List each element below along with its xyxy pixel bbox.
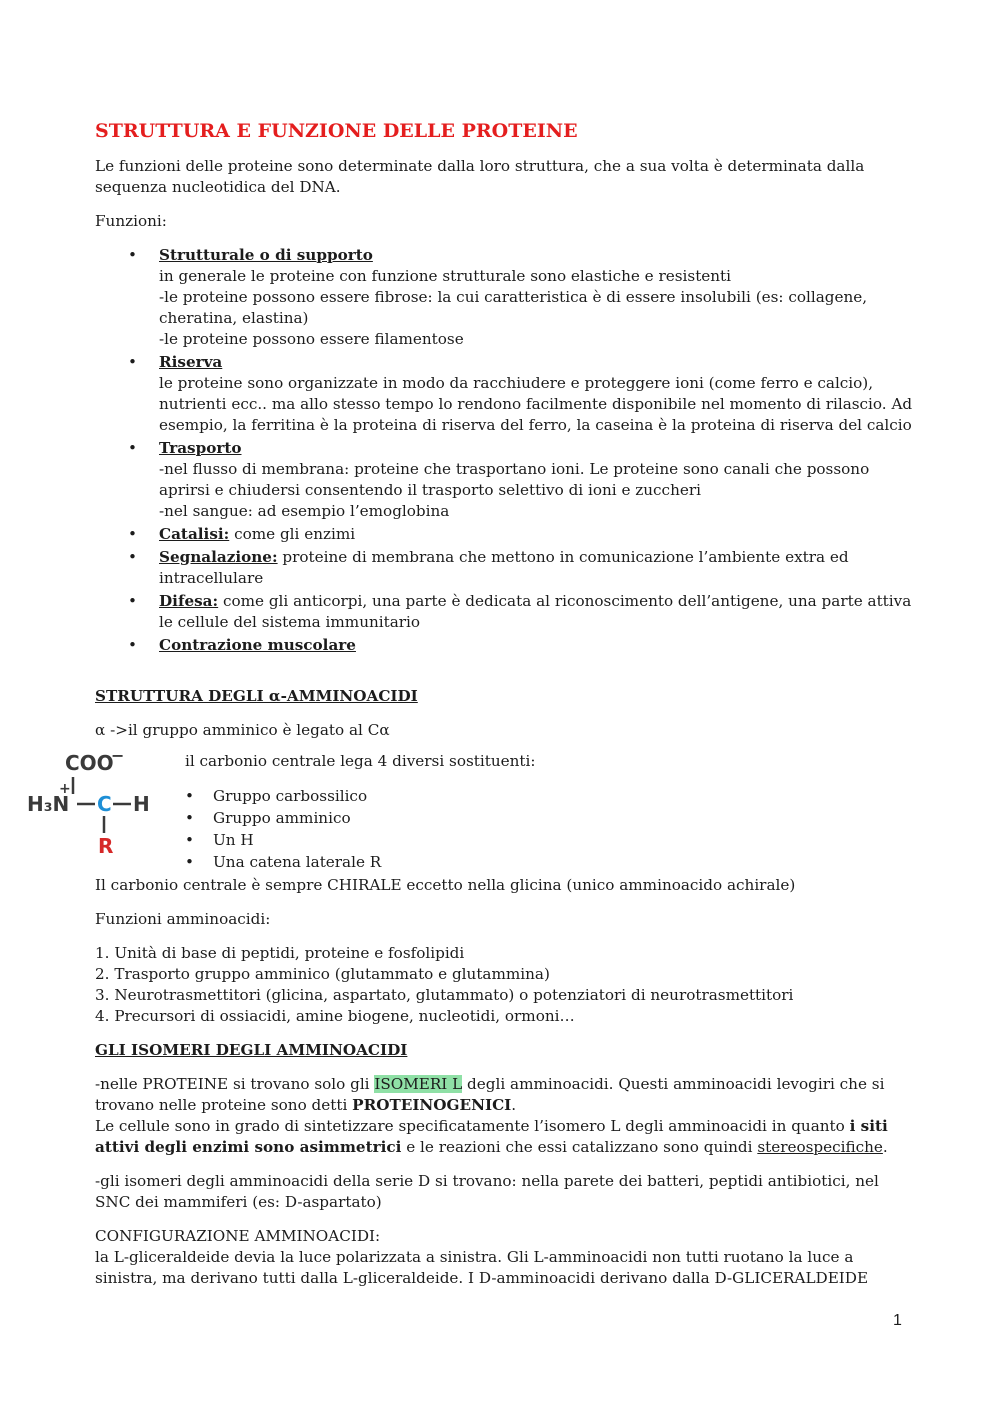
substituents-list <box>185 785 535 873</box>
carbon-intro: il carbonio centrale lega 4 diversi sostituenti: <box>185 752 536 770</box>
function-term: Contrazione muscolare <box>159 636 356 654</box>
function-desc: -nel sangue: ad esempio l’emoglobina <box>159 502 450 520</box>
function-desc: -le proteine possono essere filamentose <box>159 330 464 348</box>
funzioni-list <box>95 245 915 656</box>
section-heading-isomers: GLI ISOMERI DEGLI AMMINOACIDI <box>95 1041 408 1059</box>
text-span: . <box>511 1096 517 1114</box>
aa-functions-list <box>95 943 915 1027</box>
list-item <box>95 591 915 633</box>
bold-text: PROTEINOGENICI <box>352 1096 512 1114</box>
funzioni-label: Funzioni: <box>95 212 167 230</box>
aminoacid-structure-block <box>27 749 915 871</box>
function-term: Segnalazione: <box>159 548 278 566</box>
list-item <box>95 352 915 436</box>
bold-text: i siti attivi degli enzimi sono asimmetrici <box>95 1117 888 1156</box>
text-span: . <box>882 1138 888 1156</box>
function-desc: come gli enzimi <box>229 525 356 543</box>
list-item: 3. Neurotrasmettitori (glicina, aspartato, glutammato) o potenziatori di neurotrasmettitori <box>95 986 794 1004</box>
list-item <box>95 547 915 589</box>
function-desc: -le proteine possono essere fibrose: la cui caratteristica è di essere insolubili (es: collagene, cheratina, elastina) <box>159 288 868 327</box>
amino-charge-label: + <box>59 781 71 797</box>
hydrogen-label: H <box>133 792 150 816</box>
underlined-text: stereospecifiche <box>757 1138 883 1156</box>
aa-functions-label: Funzioni amminoacidi: <box>95 910 271 928</box>
function-term: Catalisi: <box>159 525 230 543</box>
highlighted-text: ISOMERI L <box>374 1075 463 1093</box>
text-span: degli amminoacidi. Questi amminoacidi levogiri che si trovano nelle proteine sono detti <box>95 1075 885 1114</box>
section-heading-aminoacids: STRUTTURA DEGLI α-AMMINOACIDI <box>95 687 418 705</box>
function-desc: in generale le proteine con funzione strutturale sono elastiche e resistenti <box>159 267 732 285</box>
list-item <box>95 524 915 545</box>
list-item: 2. Trasporto gruppo amminico (glutammato e glutammina) <box>95 965 550 983</box>
text-span: -nelle PROTEINE si trovano solo gli <box>95 1075 375 1093</box>
substituents-text <box>185 751 535 873</box>
function-term: • Riserva <box>159 353 223 371</box>
list-item: • Gruppo carbossilico <box>185 785 535 807</box>
function-term: • Trasporto <box>159 439 242 457</box>
configuration-title: CONFIGURAZIONE AMMINOACIDI: <box>95 1227 381 1245</box>
page-number: 1 <box>893 1312 902 1329</box>
list-item: • Gruppo amminico <box>185 807 535 829</box>
list-item: 4. Precursori di ossiacidi, amine biogene, nucleotidi, ormoni… <box>95 1007 575 1025</box>
aminoacid-structure-diagram <box>27 749 177 869</box>
list-item: • Un H <box>185 829 535 851</box>
alpha-line: α ->il gruppo amminico è legato al Cα <box>95 721 390 739</box>
text-span: e le reazioni che essi catalizzano sono quindi <box>401 1138 758 1156</box>
function-desc: proteine di membrana che mettono in comunicazione l’ambiente extra ed intracellulare <box>159 548 849 587</box>
function-desc: -nel flusso di membrana: proteine che trasportano ioni. Le proteine sono canali che possono aprirsi e chiudersi consentendo il trasporto selettivo di ioni e zuccheri <box>159 460 870 499</box>
list-item <box>95 245 915 350</box>
function-term: • Strutturale o di supporto <box>159 246 373 264</box>
carboxyl-group-label: COO <box>65 751 114 775</box>
document-page <box>27 118 915 1289</box>
r-group-label: R <box>98 834 114 858</box>
alpha-carbon-label: C <box>97 792 112 816</box>
carboxyl-charge-label: − <box>111 749 125 765</box>
list-item <box>95 438 915 522</box>
isomers-paragraph-3: -gli isomeri degli amminoacidi della serie D si trovano: nella parete dei batteri, peptidi antibiotici, nel SNC dei mammiferi (es: D-aspartato) <box>95 1172 879 1211</box>
text-span: Le cellule sono in grado di sintetizzare specificatamente l’isomero L degli amminoacidi in quanto <box>95 1117 850 1135</box>
page-title: STRUTTURA E FUNZIONE DELLE PROTEINE <box>95 120 578 142</box>
isomers-paragraph-2 <box>95 1116 915 1158</box>
list-item: • Una catena laterale R <box>185 851 535 873</box>
list-item: 1. Unità di base di peptidi, proteine e fosfolipidi <box>95 944 465 962</box>
chiral-paragraph: Il carbonio centrale è sempre CHIRALE eccetto nella glicina (unico amminoacido achirale) <box>95 876 796 894</box>
function-desc: come gli anticorpi, una parte è dedicata al riconoscimento dell’antigene, una parte attiva le cellule del sistema immunitario <box>159 592 912 631</box>
amino-group-label: H₃N <box>27 792 70 816</box>
function-desc: le proteine sono organizzate in modo da racchiudere e proteggere ioni (come ferro e calcio), nutrienti ecc.. ma allo stesso tempo lo rendono facilmente disponibile nel momento di rilascio. Ad esempio, la ferritina è la proteina di riserva del ferro, la caseina è la proteina di riserva del calcio <box>159 374 913 434</box>
configuration-text: la L-gliceraldeide devia la luce polarizzata a sinistra. Gli L-amminoacidi non tutti ruotano la luce a sinistra, ma derivano tutti dalla L-gliceraldeide. I D-amminoacidi derivano dalla D-GLICERALDEIDE <box>95 1248 869 1287</box>
isomers-paragraph-1 <box>95 1074 915 1116</box>
intro-paragraph: Le funzioni delle proteine sono determinate dalla loro struttura, che a sua volta è determinata dalla sequenza nucleotidica del DNA. <box>95 157 865 196</box>
list-item <box>95 635 915 656</box>
function-term: Difesa: <box>159 592 219 610</box>
